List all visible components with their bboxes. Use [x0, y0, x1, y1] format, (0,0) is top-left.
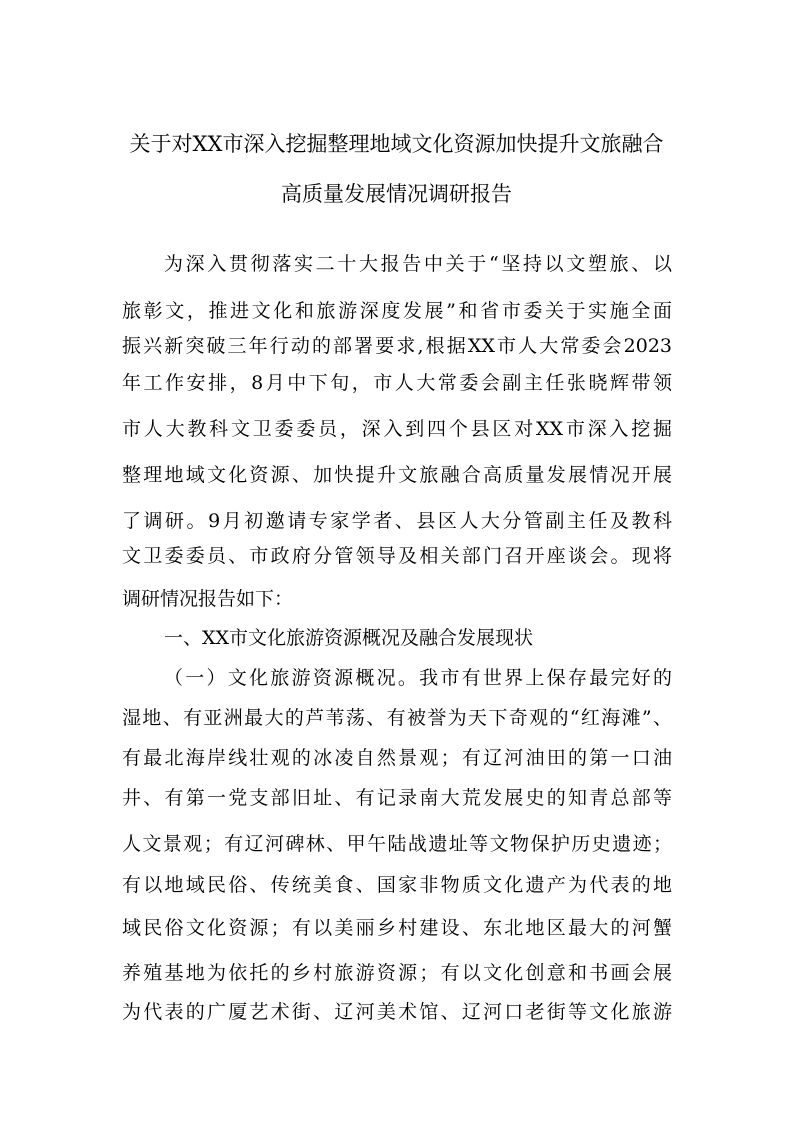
- paragraph-2-line: 人文景观；有辽河碑林、甲午陆战遗址等文物保护历史遗迹；: [122, 833, 672, 855]
- paragraph-1-line: 了调研。9月初邀请专家学者、县区人大分管副主任及教科: [122, 510, 672, 532]
- section-1-heading: 一、XX市文化旅游资源概况及融合发展现状: [164, 627, 534, 649]
- paragraph-1-line: 文卫委委员、市政府分管领导及相关部门召开座谈会。现将: [122, 545, 672, 567]
- paragraph-2-line: （一）文化旅游资源概况。我市有世界上保存最完好的: [164, 667, 672, 689]
- paragraph-2-line: 有最北海岸线壮观的冰凌自然景观；有辽河油田的第一口油: [122, 747, 672, 769]
- paragraph-1-line: 整理地域文化资源、加快提升文旅融合高质量发展情况开展: [122, 464, 672, 486]
- paragraph-1-line: 年工作安排，8月中下旬，市人大常委会副主任张晓辉带领: [122, 372, 672, 394]
- paragraph-1-line: 旅彰文，推进文化和旅游深度发展”和省市委关于实施全面: [122, 300, 672, 322]
- paragraph-1-line: 市人大教科文卫委委员，深入到四个县区对XX市深入挖掘: [122, 418, 672, 440]
- paragraph-1-line: 调研情况报告如下：: [122, 588, 294, 610]
- paragraph-1-line: 为深入贯彻落实二十大报告中关于“坚持以文塑旅、以: [164, 253, 672, 275]
- paragraph-2-line: 养殖基地为依托的乡村旅游资源；有以文化创意和书画会展: [122, 962, 672, 984]
- paragraph-2-line: 为代表的广厦艺术街、辽河美术馆、辽河口老街等文化旅游: [122, 1001, 672, 1023]
- document-title-line-2: 高质量发展情况调研报告: [281, 182, 512, 206]
- paragraph-2-line: 有以地域民俗、传统美食、国家非物质文化遗产为代表的地: [122, 874, 672, 896]
- document-title-line-1: 关于对XX市深入挖掘整理地域文化资源加快提升文旅融合: [129, 132, 664, 156]
- paragraph-2-line: 井、有第一党支部旧址、有记录南大荒发展史的知青总部等: [122, 787, 672, 809]
- paragraph-1-line: 振兴新突破三年行动的部署要求,根据XX市人大常委会2023: [122, 335, 672, 357]
- paragraph-2-line: 域民俗文化资源；有以美丽乡村建设、东北地区最大的河蟹: [122, 917, 672, 939]
- paragraph-2-line: 湿地、有亚洲最大的芦苇荡、有被誉为天下奇观的“红海滩”、: [122, 707, 672, 729]
